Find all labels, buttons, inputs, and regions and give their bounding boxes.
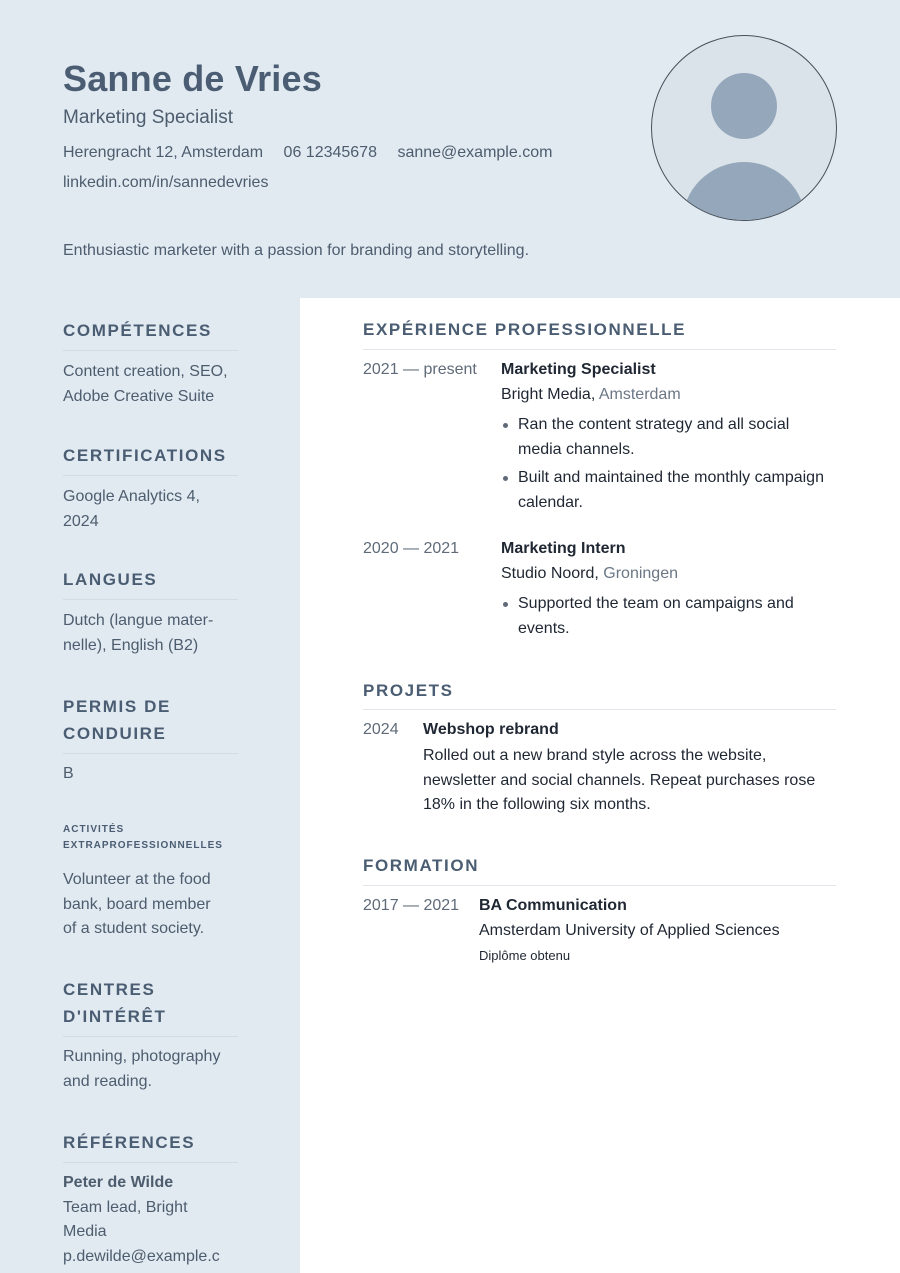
skills-heading: COMPÉTENCES: [63, 321, 212, 340]
interests-heading: CENTRES: [63, 980, 156, 999]
divider: [363, 709, 836, 710]
languages-section: [63, 566, 243, 658]
languages-text-line: nelle), English (B2): [63, 636, 199, 654]
company-city: Amsterdam: [598, 386, 681, 403]
activities-heading: ACTIVITÉS: [63, 824, 125, 835]
reference-email: p.dewilde@example.c: [63, 1247, 220, 1265]
interests-section: [63, 976, 243, 1094]
company-name: Bright Media: [501, 386, 591, 403]
languages-text-line: Dutch (langue mater-: [63, 612, 214, 629]
certifications-section: [63, 442, 243, 534]
certifications-heading: CERTIFICATIONS: [63, 446, 227, 465]
job-bullets: [501, 413, 831, 519]
linkedin: linkedin.com/in/sannedevries: [63, 174, 269, 191]
job-role: Marketing Specialist: [501, 361, 656, 378]
address: Herengracht 12, Amsterdam: [63, 144, 264, 161]
education-heading: FORMATION: [363, 856, 480, 875]
job-company: Bright Media, Amsterdam: [501, 386, 681, 403]
avatar: [651, 35, 837, 221]
school: Amsterdam University of Applied Sciences: [479, 922, 780, 939]
references-section: [63, 1129, 238, 1269]
job-dates: 2021 — present: [363, 361, 477, 378]
activities-text: Volunteer at the food bank, board member of a student society.: [63, 871, 211, 937]
reference-name: Peter de Wilde: [63, 1174, 174, 1191]
divider: [63, 1036, 238, 1037]
avatar-head-icon: [711, 73, 777, 139]
avatar-body-icon: [682, 162, 806, 221]
certifications-text: Google Analytics 4, 2024: [63, 488, 200, 530]
references-heading: RÉFÉRENCES: [63, 1133, 196, 1152]
project-title: Webshop rebrand: [423, 721, 559, 738]
license-heading: CONDUIRE: [63, 724, 167, 743]
languages-text: [63, 609, 243, 658]
job-dates: 2020 — 2021: [363, 540, 460, 557]
languages-heading: LANGUES: [63, 570, 158, 589]
interests-text: Running, photography and reading.: [63, 1048, 221, 1090]
skills-section: [63, 317, 243, 409]
job-role: Marketing Intern: [501, 540, 626, 557]
divider: [63, 599, 238, 600]
license-heading: PERMIS DE: [63, 697, 171, 716]
company-city: Groningen: [603, 565, 678, 582]
job-bullets: [501, 592, 831, 645]
contact-line: [63, 144, 568, 162]
license-text: B: [63, 765, 74, 782]
list-item: Built and maintained the monthly campaign calendar.: [501, 466, 831, 515]
project-year: 2024: [363, 721, 399, 738]
projects-heading: PROJETS: [363, 681, 454, 700]
list-item: Supported the team on campaigns and events.: [501, 592, 831, 641]
divider: [63, 475, 238, 476]
license-section: [63, 693, 243, 787]
job-company: Studio Noord, Groningen: [501, 565, 678, 582]
list-item: Ran the content strategy and all social media channels.: [501, 413, 831, 462]
project-description: Rolled out a new brand style across the website, newsletter and social channels. Repeat purchases rose 18% in the following six months.: [423, 747, 816, 813]
degree-status: Diplôme obtenu: [479, 948, 571, 963]
activities-section: [63, 822, 263, 942]
reference-role: Team lead, Bright Media: [63, 1198, 188, 1240]
resume-header: [0, 0, 900, 298]
activities-heading: EXTRAPROFESSIONNELLES: [63, 840, 223, 851]
email: sanne@example.com: [397, 144, 553, 161]
experience-heading: EXPÉRIENCE PROFESSIONNELLE: [363, 320, 687, 339]
education-dates: 2017 — 2021: [363, 897, 460, 914]
candidate-title: Marketing Specialist: [63, 107, 234, 128]
skills-text: Content creation, SEO, Adobe Creative Suite: [63, 363, 228, 405]
company-name: Studio Noord: [501, 565, 595, 582]
divider: [363, 349, 836, 350]
reference-entry: [63, 1171, 233, 1269]
divider: [63, 350, 238, 351]
divider: [63, 1162, 238, 1163]
interests-heading: D'INTÉRÊT: [63, 1007, 167, 1026]
profile-summary: Enthusiastic marketer with a passion for branding and storytelling.: [63, 242, 530, 259]
divider: [63, 753, 238, 754]
divider: [363, 885, 836, 886]
candidate-name: Sanne de Vries: [63, 58, 322, 99]
degree: BA Communication: [479, 897, 627, 914]
phone: 06 12345678: [283, 144, 377, 161]
